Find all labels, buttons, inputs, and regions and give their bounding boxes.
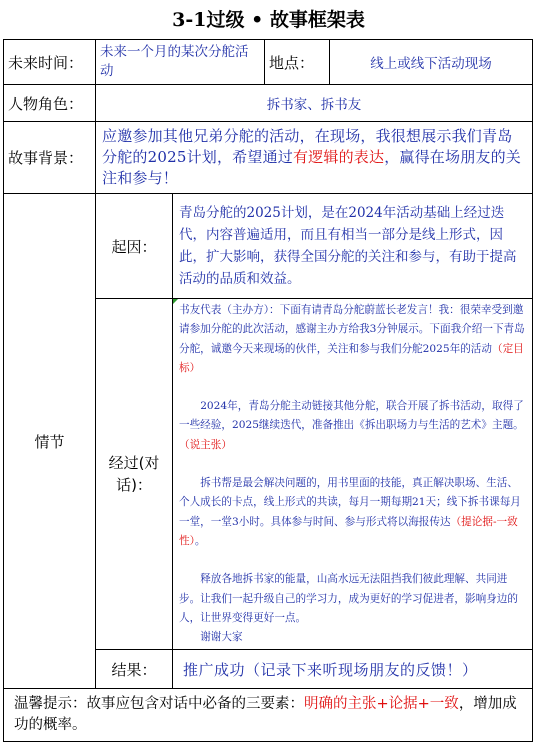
plot-label: 情节 [4, 194, 96, 689]
background-highlight: 有逻辑的表达 [292, 148, 385, 166]
background-value [96, 122, 533, 194]
process-label: 经过(对话)： [96, 299, 173, 650]
dialogue-paragraph-2-text: 2024年，青岛分舵主动链接其他分舵，联合开展了拆书活动，取得了一些经验，2025继续迭代，准备推出《拆出职场力与生活的艺术》主题。 [179, 400, 524, 432]
framework-table [3, 39, 533, 742]
dialogue-content [173, 299, 533, 650]
dialogue-closing: 谢谢大家 [200, 631, 243, 644]
comment-marker [173, 299, 178, 304]
tip-highlight: 明确的主张+论据+一致 [304, 696, 459, 713]
tip-row [4, 689, 533, 742]
dialogue-tag-claim: （说主张） [179, 438, 232, 451]
cause-row [4, 194, 533, 299]
page-title: 3-1过级 • 故事框架表 [172, 9, 365, 31]
roles-value: 拆书家、拆书友 [96, 85, 533, 122]
dialogue-paragraph-3: 拆书帮是最会解决问题的，用书里面的技能，真正解决职场、生活、个人成长的卡点，线上形式的共读，每月一期每期21天；线下拆书课每月一堂，一堂3小时。具体参与时间、参与形式将以海报传达（提论据-一致性）。 [179, 477, 521, 547]
dialogue-tag-goal: （定目标） [179, 342, 524, 374]
background-row [4, 122, 533, 194]
result-value: 推广成功（记录下来听现场朋友的反馈！） [173, 650, 533, 689]
place-value: 线上或线下活动现场 [330, 40, 533, 85]
tip-prefix: 温馨提示：故事应包含对话中必备的三要素： [14, 696, 304, 713]
time-label: 未来时间： [4, 40, 96, 85]
roles-label: 人物角色： [4, 85, 96, 122]
cause-value: 青岛分舵的2025计划，是在2024年活动基础上经过迭代，内容普遍适用，而且有相当一部分是线上形式，因此，扩大影响，获得全国分舵的关注和参与，有助于提高活动的品质和效益。 [173, 194, 533, 299]
dialogue-paragraph-1-text: 书友代表（主办方）：下面有请青岛分舵蔚蓝长老发言！我：很荣幸受到邀请参加分舵的此次活动，感谢主办方给我3分钟展示。下面我介绍一下青岛分舵，诚邀今天来现场的伙伴，关注和参与我们分舵2025年的活动 [179, 304, 525, 355]
dialogue-paragraph-4: 释放各地拆书家的能量，山高水远无法阻挡我们彼此理解、共同进步。让我们一起升级自己的学习力，成为更好的学习促进者，影响身边的人，让世界变得更好一点。 [179, 573, 518, 624]
dialogue-paragraph-3-text: 拆书帮是最会解决问题的，用书里面的技能，真正解决职场、生活、个人成长的卡点，线上形式的共读，每月一期每期21天；线下拆书课每月一堂，一堂3小时。具体参与时间、参与形式将以海报传达 [179, 477, 521, 528]
dialogue-tag-evidence: （提论据-一致性） [179, 515, 518, 547]
tip-content [4, 689, 533, 742]
background-label: 故事背景： [4, 122, 96, 194]
time-value: 未来一个月的某次分舵活动 [96, 40, 265, 85]
roles-row [4, 85, 533, 122]
tip-suffix: ，增加成功的概率。 [14, 696, 517, 734]
result-label: 结果： [96, 650, 173, 689]
dialogue-paragraph-2 [179, 397, 528, 455]
background-text-end: ，赢得在场朋友的关注和参与！ [102, 148, 521, 187]
background-text: 应邀参加其他兄弟分舵的活动，在现场，我很想展示我们青岛分舵的2025计划，希望通过 [102, 127, 513, 166]
dialogue-paragraph-1 [179, 301, 528, 378]
cause-label: 起因： [96, 194, 173, 299]
place-label: 地点： [265, 40, 330, 85]
time-place-row [4, 40, 533, 85]
